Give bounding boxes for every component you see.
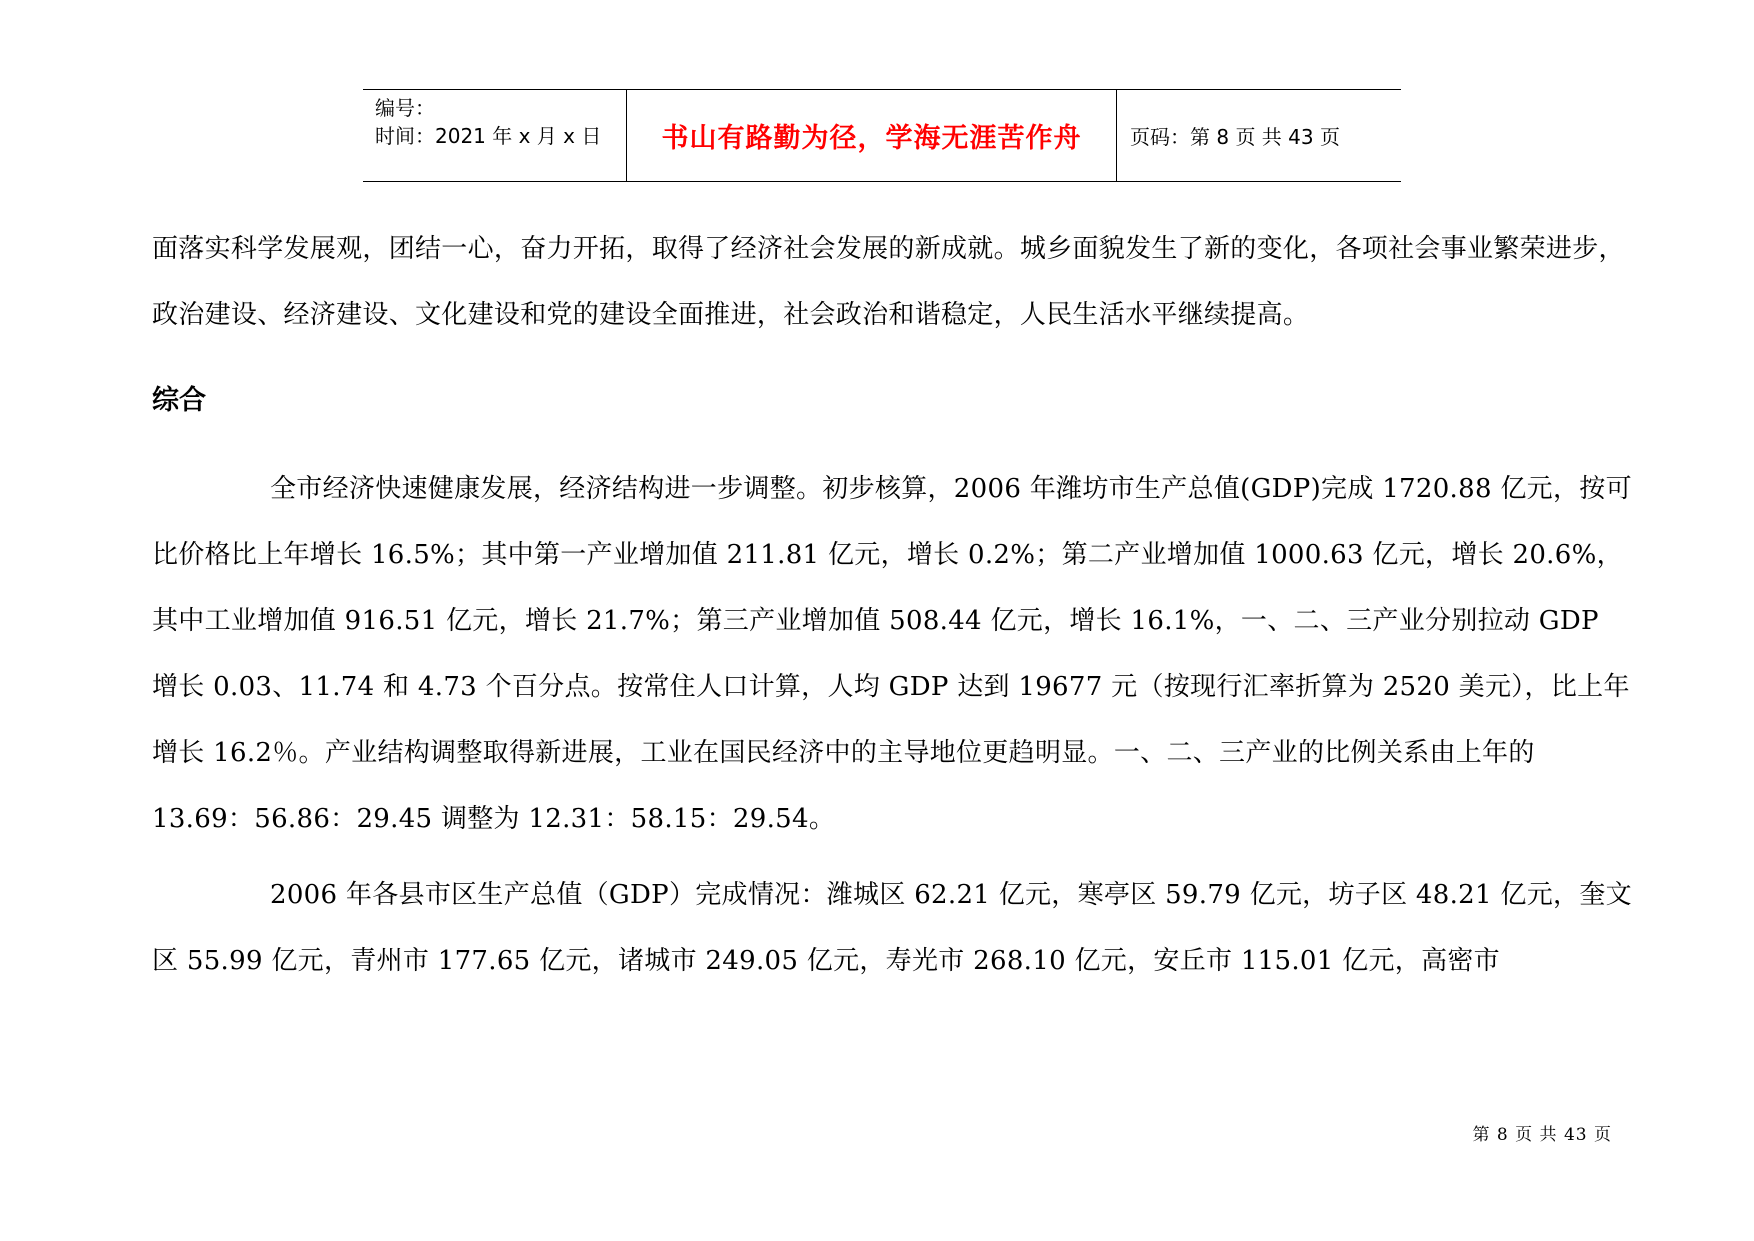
document-date-label: 时间：2021 年 x 月 x 日 [375, 124, 602, 148]
document-body [152, 216, 1632, 994]
document-number-label: 编号： [375, 96, 435, 120]
header-meta-cell [363, 90, 627, 181]
page-footer: 第 8 页 共 43 页 [1472, 1125, 1612, 1145]
body-paragraph-counties: 2006 年各县市区生产总值（GDP）完成情况：潍城区 62.21 亿元，寒亭区 59.79 亿元，坊子区 48.21 亿元，奎文区 55.99 亿元，青州市 177.65 亿元，诸城市 249.05 亿元，寿光市 268.10 亿元，安丘市 115.01 亿元，高密市 [152, 880, 1632, 976]
body-paragraph-intro: 面落实科学发展观，团结一心，奋力开拓，取得了经济社会发展的新成就。城乡面貌发生了新的变化，各项社会事业繁荣进步，政治建设、经济建设、文化建设和党的建设全面推进，社会政治和谐稳定，人民生活水平继续提高。 [152, 234, 1625, 330]
header-page-info: 页码：第 8 页 共 43 页 [1130, 125, 1340, 149]
header-motto: 书山有路勤为径，学海无涯苦作舟 [661, 123, 1082, 154]
page-header [363, 89, 1401, 182]
body-paragraph-economy: 全市经济快速健康发展，经济结构进一步调整。初步核算，2006 年潍坊市生产总值(GDP)完成 1720.88 亿元，按可比价格比上年增长 16.5%；其中第一产业增加值 211.81 亿元，增长 0.2%；第二产业增加值 1000.63 亿元，增长 20.6%，其中工业增加值 916.51 亿元，增长 21.7%；第三产业增加值 508.44 亿元，增长 16.1%，一、二、三产业分别拉动 GDP 增长 0.03、11.74 和 4.73 个百分点。按常住人口计算，人均 GDP 达到 19677 元（按现行汇率折算为 2520 美元），比上年增长 16.2％。产业结构调整取得新进展，工业在国民经济中的主导地位更趋明显。一、二、三产业的比例关系由上年的 13.69：56.86：29.45 调整为 12.31：58.15：29.54。 [152, 474, 1632, 834]
header-motto-cell [627, 90, 1117, 181]
section-heading: 综合 [152, 385, 206, 416]
header-page-cell [1117, 90, 1401, 181]
